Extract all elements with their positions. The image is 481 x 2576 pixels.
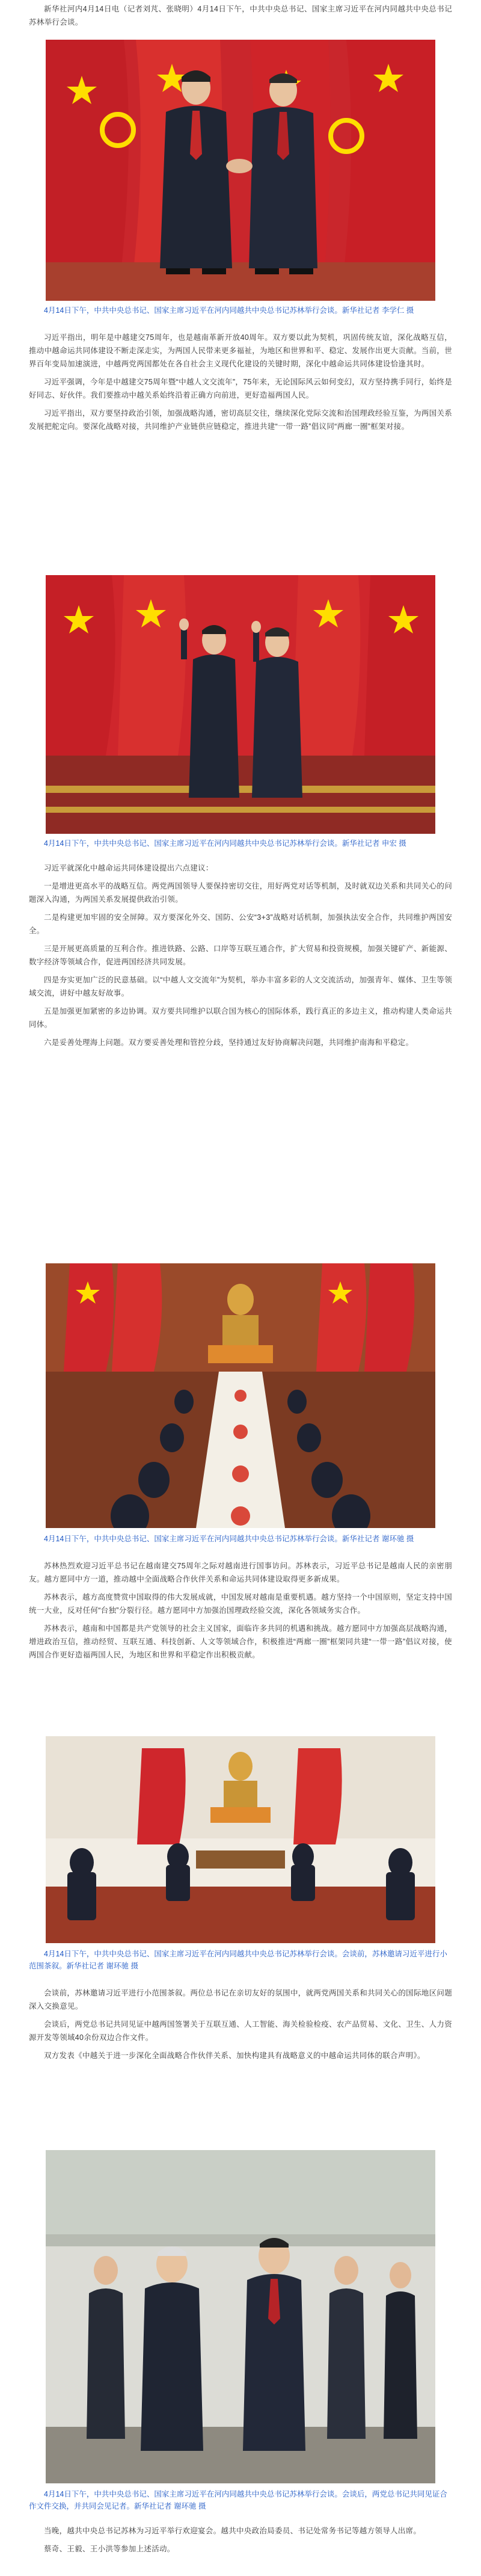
photo-caption: 4月14日下午，中共中央总书记、国家主席习近平在河内同越共中央总书记苏林举行会谈。新华社记者 谢环驰 摄 (44, 1535, 414, 1543)
photo-welcome-ceremony (46, 575, 435, 834)
photo-tea-meeting (46, 1736, 435, 1943)
body-paragraph: 二是构建更加牢固的安全屏障。双方要深化外交、国防、公安“3+3”战略对话机制，加强执法安全合作，共同维护两国安全。 (29, 913, 452, 935)
tea-meeting-image (46, 1736, 435, 1943)
photo-caption: 4月14日下午，中共中央总书记、国家主席习近平在河内同越共中央总书记苏林举行会谈。新华社记者 申宏 摄 (44, 839, 406, 848)
section4-block (29, 1986, 452, 2067)
photo5-caption-block (29, 2488, 452, 2512)
photo2-caption-block (29, 837, 452, 849)
intro-paragraph: 新华社河内4月14日电（记者刘芃、张晓明）4月14日下午，中共中央总书记、国家主席习近平在河内同越共中央总书记苏林举行会谈。 (29, 5, 452, 26)
section1-block (29, 331, 452, 438)
section5-block (29, 2524, 452, 2560)
photo4-caption-block (29, 1948, 452, 1972)
body-paragraph: 习近平强调，今年是中越建交75周年暨“中越人文交流年”，75年来，无论国际风云如何变幻，双方坚持携手同行，始终是好同志、好伙伴。我们要推动中越关系始终沿着正确方向前进，更好造福两国人民。 (29, 378, 452, 399)
photo-leaders-walking (46, 2150, 435, 2483)
photo1-caption-block (29, 304, 452, 316)
photo-talks-table (46, 1263, 435, 1528)
body-paragraph: 蔡奇、王毅、王小洪等参加上述活动。 (44, 2545, 175, 2553)
handshake-image (46, 40, 435, 301)
body-paragraph: 苏林表示，越方高度赞赏中国取得的伟大发展成就，中国发展对越南是重要机遇。越方坚持一个中国原则，坚定支持中国统一大业，反对任何“台独”分裂行径。越方愿同中方加强治国理政经验交流，深化各领域务实合作。 (29, 1593, 452, 1615)
body-paragraph: 苏林表示，越南和中国都是共产党领导的社会主义国家，面临许多共同的机遇和挑战。越方愿同中方加强高层战略沟通，增进政治互信，推动经贸、互联互通、科技创新、人文等领域合作，积极推进“两廊一圈”框架同共建“一带一路”倡议对接，使两国合作更好造福两国人民，为地区和世界和平稳定作出积极贡献。 (29, 1624, 452, 1659)
body-paragraph: 苏林热烈欢迎习近平总书记在越南建交75周年之际对越南进行国事访问。苏林表示，习近平总书记是越南人民的亲密朋友。越方愿同中方一道，推动越中全面战略合作伙伴关系和命运共同体建设取得更多新成果。 (29, 1562, 452, 1583)
body-paragraph: 会谈后，两党总书记共同见证中越两国签署关于互联互通、人工智能、海关检验检疫、农产品贸易、文化、卫生、人力资源开发等领域40余份双边合作文件。 (29, 2020, 452, 2042)
body-paragraph: 双方发表《中越关于进一步深化全面战略合作伙伴关系、加快构建具有战略意义的中越命运共同体的联合声明》。 (44, 2051, 425, 2060)
body-paragraph: 习近平指出，双方要坚持政治引领，加强战略沟通，密切高层交往，继续深化党际交流和治国理政经验互鉴，为两国关系发展把舵定向。要深化战略对接，共同维护产业链供应链稳定，推进共建“一带一路”倡议同“两廊一圈”框架对接。 (29, 409, 452, 431)
photo-caption: 4月14日下午，中共中央总书记、国家主席习近平在河内同越共中央总书记苏林举行会谈。会谈前，苏林邀请习近平进行小范围茶叙。新华社记者 谢环驰 摄 (29, 1950, 447, 1970)
photo-handshake (46, 40, 435, 301)
body-paragraph: 会谈前，苏林邀请习近平进行小范围茶叙。两位总书记在亲切友好的氛围中，就两党两国关系和共同关心的国际地区问题深入交换意见。 (29, 1989, 452, 2011)
section2-block (29, 861, 452, 1054)
body-paragraph: 一是增进更高水平的战略互信。两党两国领导人要保持密切交往，用好两党对话等机制，及时就双边关系和共同关心的问题深入沟通，为两国关系发展提供政治引领。 (29, 882, 452, 904)
photo3-caption-block (29, 1533, 452, 1545)
body-paragraph: 五是加强更加紧密的多边协调。双方要共同维护以联合国为核心的国际体系，践行真正的多边主义，推动构建人类命运共同体。 (29, 1007, 452, 1029)
body-paragraph: 习近平就深化中越命运共同体建设提出六点建议： (44, 864, 213, 872)
photo-caption: 4月14日下午，中共中央总书记、国家主席习近平在河内同越共中央总书记苏林举行会谈。新华社记者 李学仁 摄 (44, 306, 414, 315)
body-paragraph: 习近平指出，明年是中越建交75周年，也是越南革新开放40周年。双方要以此为契机，巩固传统友谊，深化战略互信，推动中越命运共同体建设不断走深走实，为两国人民带来更多福祉，为地区和世界和平、稳定、发展作出更大贡献。当前，世界百年变局加速演进，中越两党两国都处在各自社会主义现代化建设的关键时期，深化中越命运共同体建设恰逢其时。 (29, 333, 453, 368)
body-paragraph: 四是夯实更加广泛的民意基础。以“中越人文交流年”为契机，举办丰富多彩的人文交流活动，加强青年、媒体、卫生等领域交流，讲好中越友好故事。 (29, 976, 452, 997)
body-paragraph: 当晚，越共中央总书记苏林为习近平举行欢迎宴会。越共中央政治局委员、书记处常务书记等越方领导人出席。 (44, 2527, 421, 2535)
body-paragraph: 六是妥善处理海上问题。双方要妥善处理和管控分歧，坚持通过友好协商解决问题，共同维护南海和平稳定。 (44, 1038, 414, 1047)
leaders-walking-image (46, 2150, 435, 2483)
body-paragraph: 三是开展更高质量的互利合作。推进铁路、公路、口岸等互联互通合作，扩大贸易和投资规模，加强关键矿产、新能源、数字经济等领域合作，促进两国经济共同发展。 (29, 944, 452, 966)
photo-caption: 4月14日下午，中共中央总书记、国家主席习近平在河内同越共中央总书记苏林举行会谈。会谈后，两党总书记共同见证合作文件交换，并共同会见记者。新华社记者 谢环驰 摄 (29, 2490, 447, 2510)
welcome-ceremony-image (46, 575, 435, 834)
section3-block (29, 1559, 452, 1666)
talks-table-image (46, 1263, 435, 1528)
intro-block (29, 2, 452, 34)
